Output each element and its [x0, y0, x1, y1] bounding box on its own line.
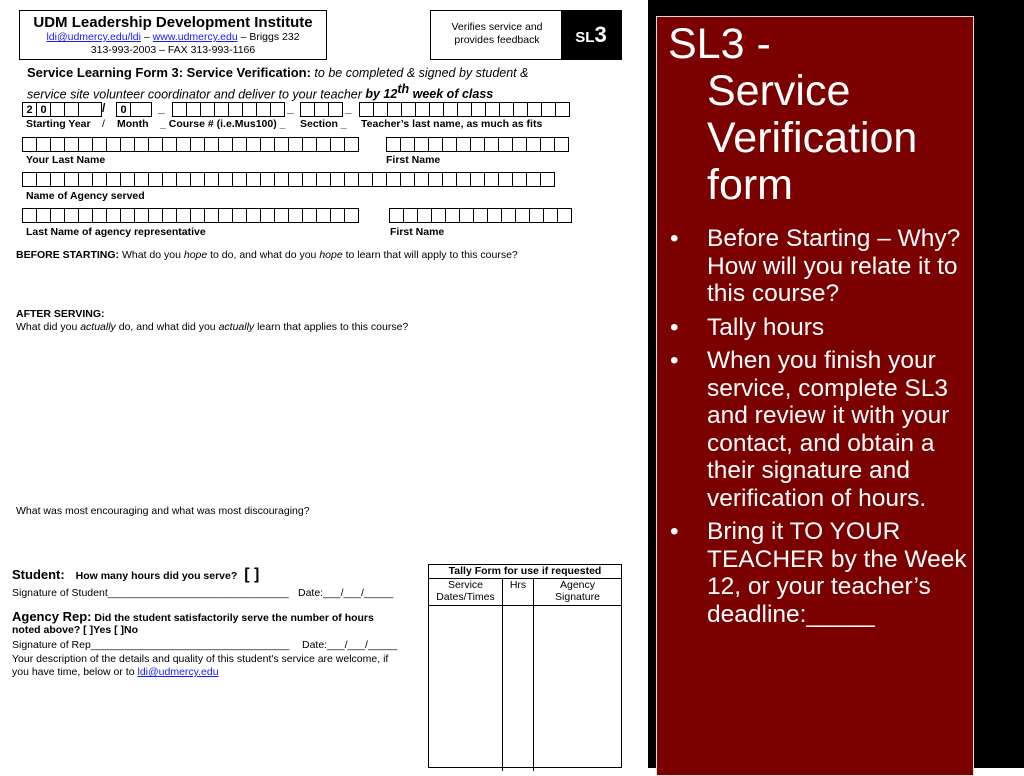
first-name-label: First Name [386, 154, 441, 166]
tally-form-table [428, 564, 622, 768]
last-name-label: Your Last Name [26, 154, 106, 166]
contact-line: ldi@udmercy.edu/ldi – www.udmercy.edu – Briggs 232 [46, 31, 300, 43]
month-digit-box[interactable]: 0 [116, 102, 131, 117]
rep-signature-line[interactable]: Signature of Rep__________________________________ [12, 639, 290, 651]
website-link[interactable]: www.udmercy.edu [152, 31, 238, 43]
student-date-line[interactable]: Date:___/___/_____ [298, 587, 394, 599]
section-boxes[interactable] [300, 102, 343, 117]
rep-first-name-boxes[interactable] [389, 208, 572, 223]
slide-card [656, 16, 974, 776]
phone-line: 313-993-2003 – FAX 313-993-1166 [90, 44, 256, 56]
bullet-before-starting: • Before Starting – Why? How will you relate it to this course? [670, 225, 961, 307]
year-digit-box[interactable] [50, 102, 65, 117]
email-link[interactable]: ldi@udmercy.edu/ldi [46, 31, 141, 43]
month-digit-box[interactable] [130, 102, 152, 117]
tally-signature-cell[interactable] [534, 606, 621, 771]
agency-label: Name of Agency served [26, 190, 145, 202]
course-number-boxes[interactable] [172, 102, 285, 117]
after-serving-heading: AFTER SERVING: [16, 308, 105, 320]
student-hours-line: Student: How many hours did you serve? [ ] [12, 566, 260, 583]
bullet-bring-to-teacher: • Bring it TO YOUR TEACHER by the Week 12, or your teacher’s deadline:_____ [670, 518, 967, 628]
institute-header [19, 10, 327, 60]
tally-col-hours: Hrs [503, 579, 534, 605]
month-label: Month [117, 118, 149, 130]
agency-rep-line: Agency Rep: Did the student satisfactorily serve the number of hours [12, 609, 374, 624]
institute-name: UDM Leadership Development Institute [33, 14, 313, 31]
year-digit-box[interactable]: 0 [36, 102, 51, 117]
slide-title: SL3 - Service Verification form [668, 20, 918, 209]
student-signature-line[interactable]: Signature of Student_______________________________ [12, 587, 289, 599]
after-serving-question: What did you actually do, and what did you actually learn that applies to this course? [16, 321, 409, 333]
year-digit-box[interactable] [64, 102, 79, 117]
hours-bracket[interactable]: [ ] [244, 566, 260, 583]
rep-date-line[interactable]: Date:___/___/_____ [302, 639, 398, 651]
tally-hours-cell[interactable] [503, 606, 534, 771]
last-name-boxes[interactable] [22, 137, 359, 152]
rep-description-line2: you have time, below or to ldi@udmercy.edu [12, 666, 219, 678]
before-starting-question: BEFORE STARTING: What do you hope to do, and what do you hope to learn that will apply to this course? [16, 249, 518, 261]
year-digit-box[interactable]: 2 [22, 102, 37, 117]
agency-rep-yes-no[interactable]: noted above? [ ]Yes [ ]No [12, 624, 139, 636]
slide-bullet-list [668, 225, 968, 634]
form-title: Service Learning Form 3: Service Verification: to be completed & signed by student & service site volunteer coordinator and deliver to your teacher by 12th week of class [27, 65, 529, 102]
service-verification-form: UDM Leadership Development Institute ldi@udmercy.edu/ldi – www.udmercy.edu – Briggs 232 313-993-2003 – FAX 313-993-1166 Verifies service and provides feedback SL3 Service Learning Form 3: Service Verification: to be completed & signed by student & service site volunteer coordinator and deliver to your teacher by 12th week of class 2 0 / 0 _ _ _ Starting Year / Month _ Course # (i.e.Mus100) _ Section _ Teacher’s last name, as much as fits Your Last Name First Name Name of Agency served Last Name of agency representative First Name BEFORE STARTING: What do you hope to do, and what do you hope to learn that will apply to this course? AFTER SERVING: What did you actually do, and what did you actually learn that applies to this course? What was most encouraging and what was most discouraging? Student: How many hours did you serve? [ ] Signature of Student_______________________________ Date:___/___/_____ Agency Rep: Did the student satisfactorily serve the number of hours noted above? [ ]Yes [ ]No Signature of Rep__________________________________ Date:___/___/_____ Your description of the details and quality of this student's service are welcome, if you have time, below or to ldi@udmercy.edu Tally Form for use if requested Service Dates/Times Hrs Agency Signature [0, 0, 648, 768]
section-label: Section _ [300, 118, 347, 130]
month-boxes[interactable] [116, 102, 152, 117]
teacher-name-boxes[interactable] [359, 102, 570, 117]
starting-year-label: Starting Year [26, 118, 91, 130]
agency-name-boxes[interactable] [22, 172, 555, 187]
tally-col-signature: Agency Signature [555, 579, 600, 603]
bullet-finish-service: • When you finish your service, complete SL3 and review it with your contact, and obtain a their signature and verification of hours. [670, 347, 950, 512]
bullet-tally-hours: • Tally hours [670, 313, 825, 341]
tally-dates-cell[interactable] [429, 606, 503, 771]
year-digit-box[interactable] [78, 102, 102, 117]
rep-first-name-label: First Name [390, 226, 445, 238]
ldi-email-link[interactable]: ldi@udmercy.edu [137, 666, 219, 678]
course-label: _ Course # (i.e.Mus100) _ [160, 118, 286, 130]
verify-box: Verifies service and provides feedback SL3 [430, 10, 622, 60]
teacher-label: Teacher’s last name, as much as fits [361, 118, 543, 130]
starting-year-boxes[interactable] [22, 102, 102, 117]
tally-title: Tally Form for use if requested [429, 565, 621, 579]
rep-last-name-boxes[interactable] [22, 208, 359, 223]
tally-col-dates: Service Dates/Times [429, 579, 503, 605]
form-code-badge: SL3 [561, 11, 621, 59]
rep-last-name-label: Last Name of agency representative [26, 226, 206, 238]
encouraging-question: What was most encouraging and what was most discouraging? [16, 505, 310, 517]
first-name-boxes[interactable] [386, 137, 569, 152]
rep-description-line1: Your description of the details and quality of this student's service are welcome, if [12, 653, 389, 665]
